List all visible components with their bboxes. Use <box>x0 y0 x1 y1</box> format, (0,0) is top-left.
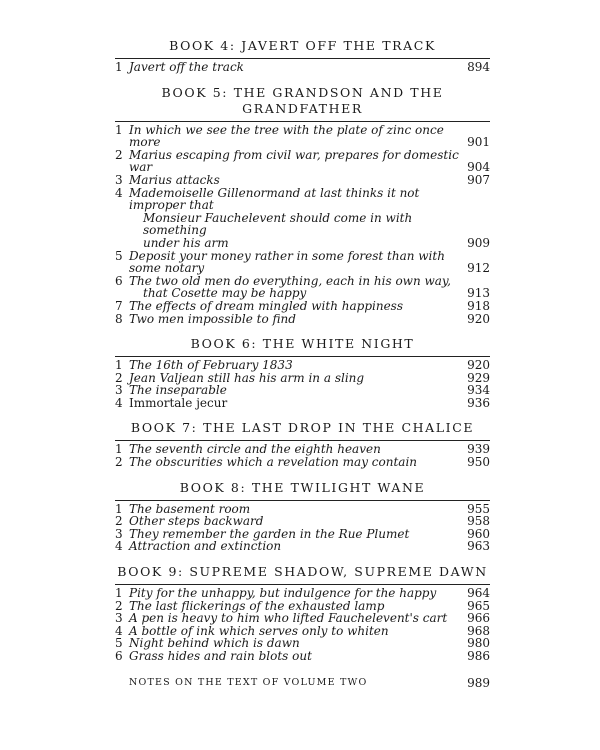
book-spacer <box>115 74 490 85</box>
chapter-entry <box>115 187 490 250</box>
notes-entry <box>115 676 490 690</box>
chapter-title <box>129 174 466 187</box>
chapter-number: 5 <box>115 248 123 263</box>
chapter-title <box>129 187 466 250</box>
chapter-entry <box>115 587 490 600</box>
book-section <box>115 38 490 74</box>
chapter-title-line: that Cosette may be happy <box>143 286 307 301</box>
chapter-number: 2 <box>115 147 123 162</box>
book-spacer <box>115 553 490 564</box>
page-number: 934 <box>467 383 490 398</box>
page-number: 986 <box>467 649 490 663</box>
chapter-title-line: A pen is heavy to him who lifted Fauchelevent's cart <box>129 611 448 626</box>
page-number: 918 <box>467 298 490 313</box>
page-number: 939 <box>467 442 490 457</box>
page-number: 955 <box>467 501 490 516</box>
chapter-title-line: Immortale jecur <box>129 395 228 410</box>
chapter-title-line: Javert off the track <box>129 60 244 74</box>
chapter-number: 3 <box>115 172 123 187</box>
chapter-entry <box>115 612 490 625</box>
chapter-number: 8 <box>115 311 123 326</box>
chapter-title-line: Other steps backward <box>129 514 264 529</box>
chapter-number: 2 <box>115 598 123 613</box>
chapter-title <box>129 587 466 600</box>
chapter-title <box>129 612 466 625</box>
page-number: 936 <box>467 395 490 410</box>
chapter-title <box>129 313 466 326</box>
chapter-number: 4 <box>115 395 123 410</box>
page-number: 964 <box>467 586 490 601</box>
chapter-entry <box>115 397 490 410</box>
chapter-entry <box>115 124 490 149</box>
chapter-entry <box>115 61 490 74</box>
chapter-number: 6 <box>115 273 123 288</box>
book-title: BOOK 7: THE LAST DROP IN THE CHALICE <box>130 420 475 436</box>
chapter-entry <box>115 359 490 372</box>
chapter-title-line: Grass hides and rain blots out <box>129 649 312 663</box>
chapter-title <box>129 515 466 528</box>
book-section <box>115 480 490 553</box>
chapter-number: 3 <box>115 383 123 398</box>
page-number: 901 <box>467 135 490 150</box>
chapter-title <box>129 540 466 553</box>
chapter-entry <box>115 540 490 553</box>
chapter-title-line: The 16th of February 1833 <box>129 358 293 373</box>
chapter-title-line: The last flickerings of the exhausted lamp <box>129 598 385 613</box>
book-title: BOOK 9: SUPREME SHADOW, SUPREME DAWN <box>117 564 488 580</box>
notes-label: NOTES ON THE TEXT OF VOLUME TWO <box>129 676 368 688</box>
book-section <box>115 85 490 326</box>
chapter-title <box>129 300 466 313</box>
book-title: BOOK 4: JAVERT OFF THE TRACK <box>169 38 436 53</box>
chapter-number: 5 <box>115 636 123 651</box>
chapter-entry <box>115 275 490 300</box>
book-title: BOOK 8: THE TWILIGHT WANE <box>179 479 426 495</box>
chapter-title-line: The effects of dream mingled with happiness <box>129 298 403 313</box>
book-spacer <box>115 469 490 480</box>
chapter-title <box>129 397 466 410</box>
chapter-number: 1 <box>115 501 123 516</box>
chapter-title <box>129 359 466 372</box>
chapter-title <box>129 61 466 74</box>
chapter-number: 3 <box>115 611 123 626</box>
book-spacer <box>115 409 490 420</box>
chapter-title-line: Monsieur Fauchelevent should come in with something <box>143 210 413 238</box>
book-divider <box>115 584 490 585</box>
notes-page-number: 989 <box>467 675 490 690</box>
chapter-title-line: Marius escaping from civil war, prepares for domestic war <box>129 147 459 175</box>
chapter-number: 1 <box>115 60 123 74</box>
chapter-entry <box>115 300 490 313</box>
chapter-number: 4 <box>115 185 123 200</box>
page-number: 894 <box>467 60 490 74</box>
chapter-title-line: The seventh circle and the eighth heaven <box>129 442 381 457</box>
chapter-entry <box>115 650 490 663</box>
book-section <box>115 564 490 663</box>
chapter-title-line: The two old men do everything, each in his own way, <box>129 273 451 288</box>
chapter-title-line: under his arm <box>143 235 229 250</box>
page-number: 920 <box>467 311 490 326</box>
book-divider <box>115 356 490 357</box>
chapter-title-line: In which we see the tree with the plate of zinc once more <box>129 122 444 150</box>
page-number: 950 <box>467 455 490 470</box>
chapter-number: 1 <box>115 358 123 373</box>
chapter-title-line: A bottle of ink which serves only to whiten <box>129 623 389 638</box>
page-number: 980 <box>467 636 490 651</box>
chapter-entry <box>115 384 490 397</box>
book-divider <box>115 58 490 59</box>
book-list <box>115 38 490 663</box>
chapter-entry <box>115 313 490 326</box>
page-number: 913 <box>467 286 490 301</box>
chapter-title-line: Mademoiselle Gillenormand at last thinks it not improper that <box>129 185 420 213</box>
chapter-entry <box>115 250 490 275</box>
book-divider <box>115 500 490 501</box>
chapter-number: 1 <box>115 442 123 457</box>
chapter-number: 1 <box>115 122 123 137</box>
chapter-title <box>129 650 466 663</box>
chapter-title <box>129 384 466 397</box>
book-section <box>115 336 490 409</box>
page-number: 904 <box>467 160 490 175</box>
chapter-title-line: Marius attacks <box>129 172 220 187</box>
page-number: 960 <box>467 526 490 541</box>
page-number: 966 <box>467 611 490 626</box>
chapter-title-line: Jean Valjean still has his arm in a sling <box>129 370 365 385</box>
chapter-number: 1 <box>115 586 123 601</box>
chapter-number: 2 <box>115 370 123 385</box>
chapter-number: 3 <box>115 526 123 541</box>
book-spacer <box>115 325 490 336</box>
chapter-title <box>129 149 466 174</box>
chapter-number: 6 <box>115 649 123 663</box>
chapter-title-line: The basement room <box>129 501 251 516</box>
book-section <box>115 420 490 468</box>
chapter-entry <box>115 174 490 187</box>
chapter-number: 2 <box>115 514 123 529</box>
chapter-entry <box>115 515 490 528</box>
book-title: BOOK 6: THE WHITE NIGHT <box>190 336 415 352</box>
page-number: 920 <box>467 358 490 373</box>
page-number: 929 <box>467 370 490 385</box>
book-divider <box>115 121 490 122</box>
page-number: 963 <box>467 539 490 554</box>
book-divider <box>115 440 490 441</box>
chapter-title-line: Attraction and extinction <box>129 539 282 554</box>
page-number: 909 <box>467 235 490 250</box>
page-number: 968 <box>467 623 490 638</box>
chapter-entry <box>115 149 490 174</box>
chapter-number: 7 <box>115 298 123 313</box>
chapter-number: 2 <box>115 455 123 470</box>
chapter-title-line: Deposit your money rather in some forest than with some notary <box>129 248 445 276</box>
chapter-entry <box>115 456 490 469</box>
chapter-title <box>129 275 466 300</box>
chapter-title-line: They remember the garden in the Rue Plumet <box>129 526 410 541</box>
chapter-number: 4 <box>115 539 123 554</box>
book-title: BOOK 5: THE GRANDSON AND THE GRANDFATHER <box>161 84 444 116</box>
page-number: 965 <box>467 598 490 613</box>
table-of-contents <box>115 38 490 690</box>
chapter-title-line: The inseparable <box>129 383 227 398</box>
chapter-title <box>129 250 466 275</box>
chapter-title-line: Two men impossible to find <box>129 311 296 326</box>
page-number: 912 <box>467 261 490 276</box>
chapter-title <box>129 124 466 149</box>
page-number: 907 <box>467 172 490 187</box>
chapter-number: 4 <box>115 623 123 638</box>
chapter-title-line: The obscurities which a revelation may contain <box>129 455 418 470</box>
chapter-title <box>129 456 466 469</box>
page-number: 958 <box>467 514 490 529</box>
chapter-title-line: Night behind which is dawn <box>129 636 300 651</box>
chapter-title-line: Pity for the unhappy, but indulgence for the happy <box>129 586 437 601</box>
